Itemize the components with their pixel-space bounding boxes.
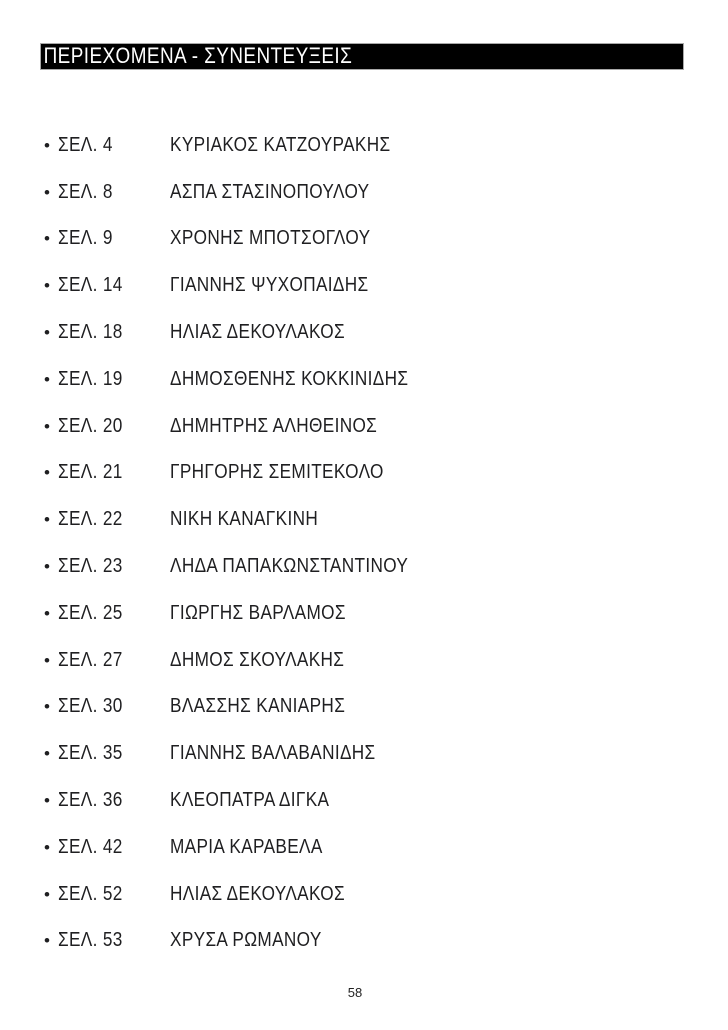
toc-entry-name: ΔΗΜΗΤΡΗΣ ΑΛΗΘΕΙΝΟΣ — [170, 414, 378, 437]
bullet-icon: • — [44, 182, 50, 202]
toc-entry-page: ΣΕΛ. 21 — [58, 461, 123, 484]
bullet-icon: • — [44, 744, 50, 764]
toc-entry-name: ΧΡΥΣΑ ΡΩΜΑΝΟΥ — [170, 929, 322, 952]
toc-entry — [44, 777, 684, 824]
toc-entry — [44, 356, 684, 403]
toc-entry — [44, 122, 684, 169]
toc-entry-page: ΣΕΛ. 23 — [58, 555, 123, 578]
toc-entry-name: ΗΛΙΑΣ ΔΕΚΟΥΛΑΚΟΣ — [170, 321, 345, 344]
toc-entry-name: ΔΗΜΟΣ ΣΚΟΥΛΑΚΗΣ — [170, 648, 345, 671]
toc-entry-page: ΣΕΛ. 36 — [58, 789, 123, 812]
section-header-bar — [40, 43, 684, 70]
toc-entry-name: ΝΙΚΗ ΚΑΝΑΓΚΙΝΗ — [170, 508, 319, 531]
bullet-icon: • — [44, 791, 50, 811]
toc-entry-page: ΣΕΛ. 42 — [58, 835, 123, 858]
toc-entry — [44, 918, 684, 965]
toc-entry-name: ΛΗΔΑ ΠΑΠΑΚΩΝΣΤΑΝΤΙΝΟΥ — [170, 555, 409, 578]
bullet-icon: • — [44, 557, 50, 577]
page-title: ΠΕΡΙΕΧΟΜΕΝΑ - ΣΥΝΕΝΤΕΥΞΕΙΣ — [43, 43, 353, 68]
toc-entry — [44, 309, 684, 356]
toc-entry-name: ΓΙΩΡΓΗΣ ΒΑΡΛΑΜΟΣ — [170, 601, 346, 624]
page-number: 58 — [347, 985, 363, 1000]
toc-entry-name: ΜΑΡΙΑ ΚΑΡΑΒΕΛΑ — [170, 835, 323, 858]
bullet-icon: • — [44, 697, 50, 717]
toc-entry-name: ΓΡΗΓΟΡΗΣ ΣΕΜΙΤΕΚΟΛΟ — [170, 461, 384, 484]
bullet-icon: • — [44, 931, 50, 951]
bullet-icon: • — [44, 323, 50, 343]
toc-entry-name: ΗΛΙΑΣ ΔΕΚΟΥΛΑΚΟΣ — [170, 882, 345, 905]
toc-entry — [44, 684, 684, 731]
toc-entry-name: ΒΛΑΣΣΗΣ ΚΑΝΙΑΡΗΣ — [170, 695, 346, 718]
bullet-icon: • — [44, 884, 50, 904]
toc-list — [44, 122, 684, 964]
toc-entry-page: ΣΕΛ. 22 — [58, 508, 123, 531]
bullet-icon: • — [44, 276, 50, 296]
toc-entry-name: ΚΥΡΙΑΚΟΣ ΚΑΤΖΟΥΡΑΚΗΣ — [170, 133, 391, 156]
toc-entry — [44, 824, 684, 871]
toc-entry — [44, 169, 684, 216]
toc-entry-page: ΣΕΛ. 19 — [58, 367, 123, 390]
toc-entry-page: ΣΕΛ. 9 — [58, 227, 113, 250]
toc-entry — [44, 730, 684, 777]
bullet-icon: • — [44, 229, 50, 249]
bullet-icon: • — [44, 837, 50, 857]
toc-entry-page: ΣΕΛ. 53 — [58, 929, 123, 952]
bullet-icon: • — [44, 510, 50, 530]
toc-entry — [44, 590, 684, 637]
toc-entry-page: ΣΕΛ. 52 — [58, 882, 123, 905]
toc-entry-page: ΣΕΛ. 8 — [58, 180, 113, 203]
toc-entry-page: ΣΕΛ. 30 — [58, 695, 123, 718]
toc-entry — [44, 871, 684, 918]
toc-entry-page: ΣΕΛ. 20 — [58, 414, 123, 437]
bullet-icon: • — [44, 463, 50, 483]
bullet-icon: • — [44, 369, 50, 389]
toc-entry-name: ΧΡΟΝΗΣ ΜΠΟΤΣΟΓΛΟΥ — [170, 227, 371, 250]
toc-entry — [44, 262, 684, 309]
toc-entry — [44, 216, 684, 263]
toc-entry-page: ΣΕΛ. 35 — [58, 742, 123, 765]
toc-entry — [44, 637, 684, 684]
toc-entry-name: ΓΙΑΝΝΗΣ ΨΥΧΟΠΑΙΔΗΣ — [170, 274, 369, 297]
toc-entry-name: ΓΙΑΝΝΗΣ ΒΑΛΑΒΑΝΙΔΗΣ — [170, 742, 376, 765]
toc-entry-page: ΣΕΛ. 25 — [58, 601, 123, 624]
bullet-icon: • — [44, 650, 50, 670]
toc-entry-page: ΣΕΛ. 14 — [58, 274, 123, 297]
toc-entry-name: ΚΛΕΟΠΑΤΡΑ ΔΙΓΚΑ — [170, 789, 330, 812]
toc-entry — [44, 403, 684, 450]
toc-entry — [44, 543, 684, 590]
toc-entry-name: ΔΗΜΟΣΘΕΝΗΣ ΚΟΚΚΙΝΙΔΗΣ — [170, 367, 409, 390]
bullet-icon: • — [44, 603, 50, 623]
toc-entry — [44, 450, 684, 497]
toc-entry-page: ΣΕΛ. 27 — [58, 648, 123, 671]
toc-entry — [44, 496, 684, 543]
toc-entry-page: ΣΕΛ. 4 — [58, 133, 113, 156]
toc-entry-page: ΣΕΛ. 18 — [58, 321, 123, 344]
toc-entry-name: ΑΣΠΑ ΣΤΑΣΙΝΟΠΟΥΛΟΥ — [170, 180, 370, 203]
bullet-icon: • — [44, 416, 50, 436]
bullet-icon: • — [44, 135, 50, 155]
